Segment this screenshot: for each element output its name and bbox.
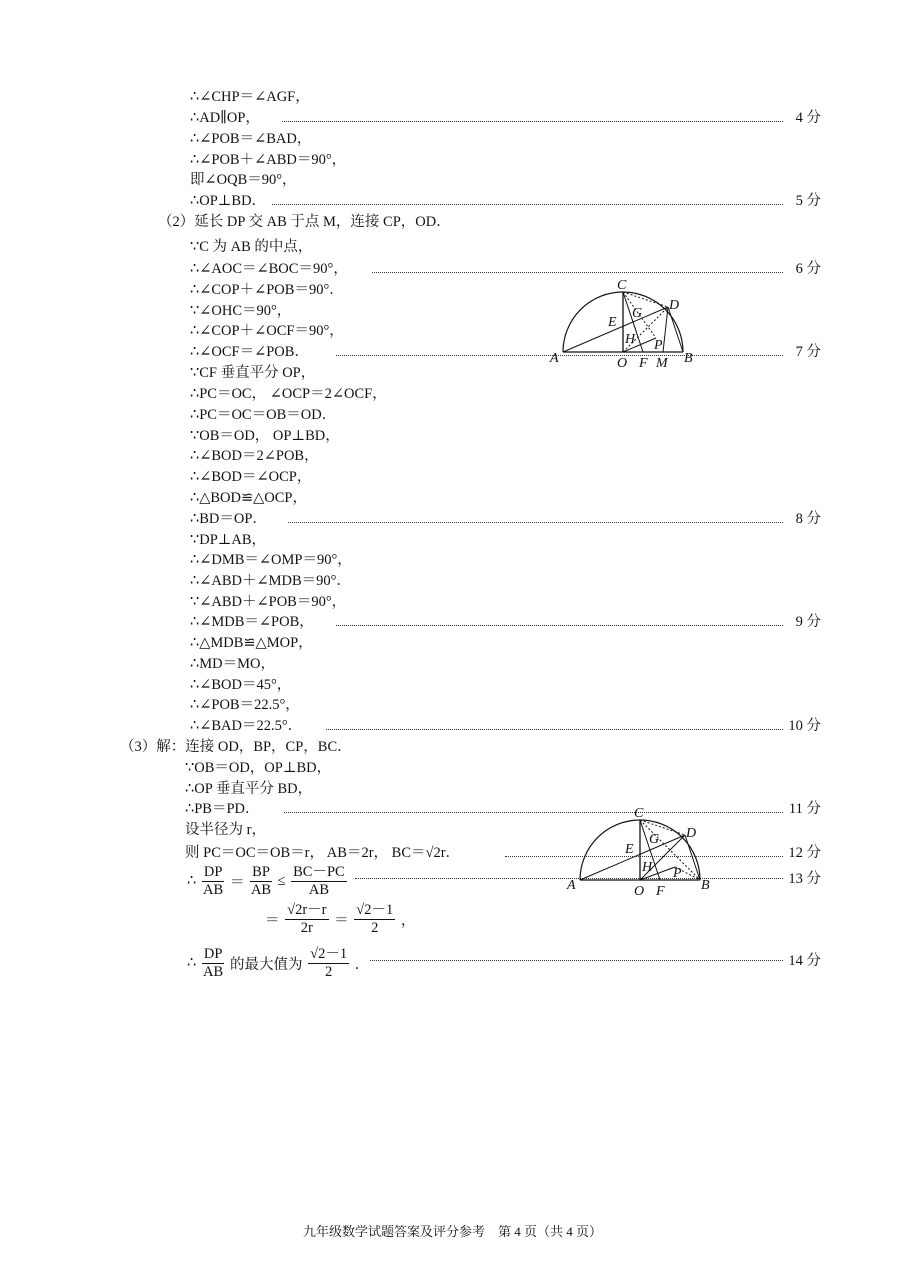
score-label: 11 分: [788, 801, 821, 817]
solution-line-text: ∴BD＝OP．: [190, 511, 267, 527]
fraction-sqrt2-minus-1: $\frac{√2-1}{2}$: [356, 902, 394, 936]
solution-line-text: ∴∠OCF＝∠POB．: [190, 344, 309, 360]
solution-line: [0, 737, 905, 757]
geometry-figure-2: [565, 805, 715, 895]
score-label: 4 分: [795, 110, 821, 126]
solution-line-text: ∴∠CHP＝∠AGF，: [190, 89, 310, 105]
fraction-sqrt2r: $\frac{√2r-r}{2r}$: [287, 902, 327, 936]
fraction-line-14: ∴ $\frac{DP}{AB}$ 的最大值为 $\frac{√2-1}{2}$ ．: [187, 946, 370, 980]
solution-line: [0, 716, 905, 736]
solution-line-text: ∴PC＝OC， ∠OCP＝2∠OCF，: [190, 386, 387, 402]
label-d: D: [686, 826, 697, 841]
solution-line-text: ∵DP⊥AB，: [190, 532, 267, 548]
segment-db: [668, 307, 683, 352]
solution-line-text: ∴∠COP＋∠OCF＝90°，: [190, 323, 344, 339]
solution-line: [0, 342, 905, 362]
score-leader-dots: [282, 121, 783, 122]
solution-line: [0, 280, 905, 300]
solution-line: [0, 779, 905, 799]
label-a: A: [550, 351, 559, 366]
solution-line-text: ∴AD∥OP，: [190, 110, 260, 126]
solution-line: [0, 550, 905, 570]
score-label: 6 分: [795, 261, 821, 277]
solution-line: [0, 405, 905, 425]
solution-line-text: ∴△BOD≌△OCP，: [190, 490, 307, 506]
solution-line: [0, 488, 905, 508]
solution-line: [0, 129, 905, 149]
label-e: E: [625, 842, 634, 857]
score-leader-dots: [272, 204, 783, 205]
solution-line-text: ∵OB＝OD，OP⊥BD，: [185, 760, 332, 776]
label-e: E: [608, 315, 617, 330]
solution-line-text: ∴∠BAD＝22.5°．: [190, 718, 303, 734]
solution-line: [0, 799, 905, 819]
solution-line: [0, 675, 905, 695]
solution-line-text: ∴MD＝MO，: [190, 656, 275, 672]
solution-line-text: ∴∠AOC＝∠BOC＝90°，: [190, 261, 348, 277]
fraction-line-continued: ＝ $\frac{√2r-r}{2r}$ ＝ $\frac{√2-1}{2}$ ，: [265, 902, 416, 936]
solution-line: [0, 426, 905, 446]
solution-line: [0, 571, 905, 591]
solution-line: [0, 820, 905, 840]
solution-line: [0, 654, 905, 674]
label-m: M: [656, 356, 668, 367]
solution-line: [0, 530, 905, 550]
solution-line-text: ∴△MDB≌△MOP，: [190, 635, 313, 651]
solution-line: [0, 87, 905, 107]
solution-line-text: ∴∠BOD＝∠OCP，: [190, 469, 312, 485]
label-o: O: [634, 884, 645, 895]
solution-line: [0, 612, 905, 632]
solution-line: [0, 170, 905, 190]
solution-line: [0, 758, 905, 778]
solution-line-text: ∴∠POB＋∠ABD＝90°，: [190, 152, 347, 168]
solution-line-text: ∵∠ABD＋∠POB＝90°，: [190, 594, 347, 610]
solution-line-text: 则 PC＝OC＝OB＝r， AB＝2r， BC＝√2r．: [185, 845, 461, 861]
solution-line-text: ∵OB＝OD， OP⊥BD，: [190, 428, 340, 444]
label-c: C: [617, 278, 627, 293]
solution-line-text: ∴OP⊥BD．: [190, 193, 267, 209]
fraction-dp-ab-final: $\frac{DP}{AB}$: [203, 946, 224, 980]
solution-line: [0, 592, 905, 612]
solution-line: [0, 321, 905, 341]
fraction-bcpc-ab: $\frac{BC-PC}{AB}$: [293, 864, 345, 898]
solution-line-text: ∴∠BOD＝2∠POB，: [190, 448, 319, 464]
solution-line-text: ∴∠POB＝22.5°，: [190, 697, 300, 713]
solution-line-text: （3）解：连接 OD，BP，CP，BC．: [120, 739, 352, 755]
label-a: A: [567, 878, 576, 893]
label-b: B: [701, 878, 710, 893]
score-leader-dots: [336, 625, 783, 626]
solution-line: [0, 237, 905, 257]
label-b: B: [684, 351, 693, 366]
score-14: 14 分: [788, 953, 821, 969]
solution-line: [0, 363, 905, 383]
solution-line-text: ∴PC＝OC＝OB＝OD．: [190, 407, 337, 423]
solution-line-text: ∵∠OHC＝90°，: [190, 303, 292, 319]
label-g: G: [649, 832, 660, 847]
label-h: H: [625, 332, 636, 347]
leader-14: [370, 960, 783, 961]
solution-line: [0, 301, 905, 321]
label-g: G: [632, 306, 643, 321]
label-p: P: [673, 866, 682, 881]
solution-line-text: ∴∠BOD＝45°，: [190, 677, 292, 693]
fraction-line-13: ∴ $\frac{DP}{AB}$ ＝ $\frac{BP}{AB}$ ≤ $\frac{BC-PC}{AB}$: [187, 864, 345, 898]
score-leader-dots: [288, 522, 783, 523]
solution-line: [0, 467, 905, 487]
label-o: O: [617, 356, 628, 367]
label-c: C: [634, 806, 644, 821]
solution-line-text: ∴OP 垂直平分 BD，: [185, 781, 313, 797]
solution-line: [0, 384, 905, 404]
solution-line-text: ∵C 为 AB 的中点，: [190, 239, 313, 255]
label-f: F: [656, 884, 665, 895]
solution-line-text: ∴∠ABD＋∠MDB＝90°．: [190, 573, 351, 589]
score-label: 8 分: [795, 511, 821, 527]
score-label: 12 分: [788, 845, 821, 861]
solution-line-text: ∴∠POB＝∠BAD，: [190, 131, 312, 147]
solution-line: [0, 695, 905, 715]
score-label: 10 分: [788, 718, 821, 734]
score-label: 7 分: [795, 344, 821, 360]
solution-line: [0, 212, 905, 232]
fraction-dp-ab: $\frac{DP}{AB}$: [203, 864, 224, 898]
score-leader-dots: [372, 272, 783, 273]
label-f: F: [639, 356, 648, 367]
geometry-figure-1: [548, 277, 698, 367]
solution-line: [0, 843, 905, 863]
solution-line-text: 即∠OQB＝90°，: [190, 172, 297, 188]
label-p: P: [654, 338, 663, 353]
solution-line-text: ∵CF 垂直平分 OP，: [190, 365, 316, 381]
solution-line: [0, 446, 905, 466]
solution-line: [0, 509, 905, 529]
score-label: 9 分: [795, 614, 821, 630]
solution-line-text: ∴∠DMB＝∠OMP＝90°，: [190, 552, 352, 568]
page-footer: 九年级数学试题答案及评分参考 第 4 页（共 4 页）: [302, 1224, 602, 1239]
solution-line-text: （2）延长 DP 交 AB 于点 M，连接 CP，OD．: [158, 214, 451, 230]
solution-line-text: ∴PB＝PD．: [185, 801, 260, 817]
solution-line: [0, 633, 905, 653]
solution-line-text: ∴∠COP＋∠POB＝90°．: [190, 282, 344, 298]
solution-line: [0, 108, 905, 128]
segment-cd: [623, 292, 668, 307]
solution-line: [0, 191, 905, 211]
segment-cd: [640, 820, 685, 835]
segment-dm: [663, 307, 668, 352]
fraction-max-value: $\frac{√2-1}{2}$: [310, 946, 348, 980]
fraction-bp-ab: $\frac{BP}{AB}$: [250, 864, 272, 898]
score-label: 5 分: [795, 193, 821, 209]
score-13: 13 分: [788, 871, 821, 887]
solution-line: [0, 259, 905, 279]
solution-line-text: ∴∠MDB＝∠POB，: [190, 614, 314, 630]
label-d: D: [669, 298, 680, 313]
label-h: H: [642, 860, 653, 875]
solution-line: [0, 150, 905, 170]
score-leader-dots: [326, 729, 783, 730]
solution-line-text: 设半径为 r，: [185, 822, 266, 838]
